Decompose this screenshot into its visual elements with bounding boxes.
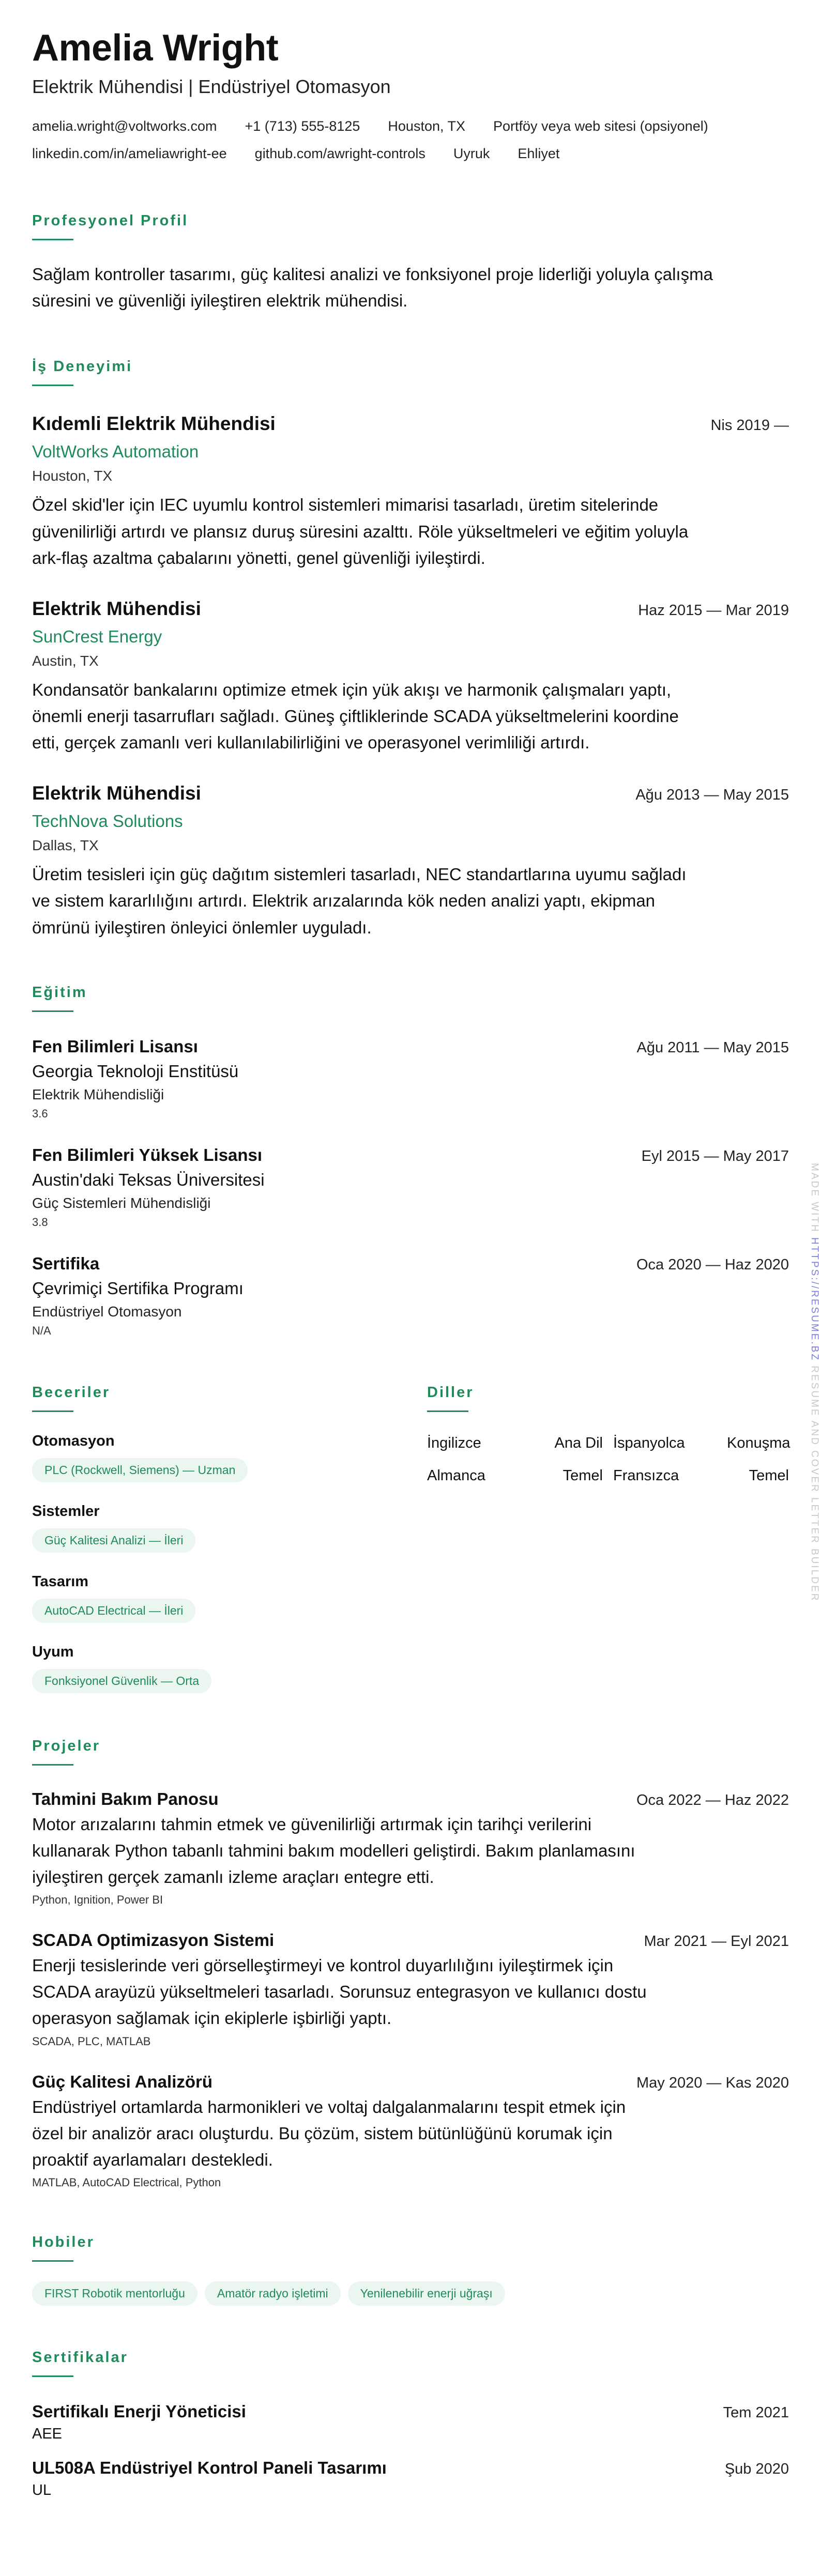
- job-entry: [32, 413, 789, 571]
- contact-nationality: Uyruk: [453, 146, 490, 162]
- certifications-section: [32, 2349, 789, 2499]
- project-title: Tahmini Bakım Panosu: [32, 1789, 219, 1808]
- contact-location: Houston, TX: [388, 118, 466, 134]
- section-title: Sertifikalar: [32, 2349, 128, 2366]
- education-date: Oca 2020 — Haz 2020: [636, 1256, 789, 1273]
- contact-linkedin[interactable]: linkedin.com/in/ameliawright-ee: [32, 146, 227, 162]
- education-field: Endüstriyel Otomasyon: [32, 1303, 182, 1320]
- hobbies-section: [32, 2234, 789, 2306]
- skill-chip: AutoCAD Electrical — İleri: [32, 1599, 195, 1623]
- education-school: Austin'daki Teksas Üniversitesi: [32, 1170, 265, 1189]
- section-divider: [32, 2260, 73, 2262]
- certification-name: UL508A Endüstriyel Kontrol Paneli Tasarımı: [32, 2458, 387, 2477]
- education-degree: Fen Bilimleri Yüksek Lisansı: [32, 1145, 263, 1164]
- certification-issuer: UL: [32, 2482, 52, 2498]
- language-level: Temel: [749, 1467, 789, 1484]
- education-school: Georgia Teknoloji Enstitüsü: [32, 1061, 239, 1081]
- contact-license: Ehliyet: [518, 146, 560, 162]
- job-description: Kondansatör bankalarını optimize etmek için yük akışı ve harmonik çalışmaları yaptı, önemli enerji tasarrufları sağladı. Güneş çiftliklerinde SCADA yükseltmelerini koordine etti, gerçek zamanlı veri kullanılabilirliğini ve operasyonel verimliliği artırdı.: [32, 680, 679, 753]
- watermark-link[interactable]: HTTPS://RESUME.BZ: [809, 1237, 820, 1361]
- skill-category: Otomasyon: [32, 1432, 115, 1449]
- language-name: İngilizce: [427, 1434, 481, 1451]
- language-level: Konuşma: [727, 1434, 790, 1451]
- education-degree: Sertifika: [32, 1253, 100, 1273]
- project-entry: [32, 1789, 789, 1907]
- project-entry: [32, 1930, 789, 2048]
- education-field: Güç Sistemleri Mühendisliği: [32, 1194, 211, 1211]
- job-title: Elektrik Mühendisi: [32, 783, 201, 804]
- section-title: Eğitim: [32, 984, 87, 1001]
- education-degree: Fen Bilimleri Lisansı: [32, 1036, 198, 1056]
- education-field: Elektrik Mühendisliği: [32, 1086, 164, 1102]
- project-title: Güç Kalitesi Analizörü: [32, 2072, 213, 2091]
- project-date: Mar 2021 — Eyl 2021: [644, 1933, 789, 1950]
- contact-github[interactable]: github.com/awright-controls: [254, 146, 425, 162]
- education-date: Eyl 2015 — May 2017: [641, 1147, 789, 1164]
- project-date: Oca 2022 — Haz 2022: [636, 1791, 789, 1808]
- job-company: TechNova Solutions: [32, 811, 183, 831]
- skill-chip: PLC (Rockwell, Siemens) — Uzman: [32, 1458, 248, 1482]
- certification-date: Tem 2021: [723, 2404, 789, 2421]
- job-company: VoltWorks Automation: [32, 442, 199, 462]
- watermark-suffix: RESUME AND COVER LETTER BUILDER: [809, 1366, 820, 1602]
- job-date: Haz 2015 — Mar 2019: [638, 602, 789, 619]
- job-location: Dallas, TX: [32, 837, 99, 854]
- skill-group: [32, 1433, 427, 1482]
- job-title: Elektrik Mühendisi: [32, 597, 201, 619]
- section-title: Projeler: [32, 1737, 100, 1754]
- builder-watermark: [809, 1163, 820, 1602]
- job-company: SunCrest Energy: [32, 626, 162, 646]
- skill-group: [32, 1503, 427, 1553]
- section-divider: [427, 1410, 468, 1412]
- summary-section: [32, 212, 789, 314]
- project-title: SCADA Optimizasyon Sistemi: [32, 1930, 275, 1950]
- section-title: Diller: [427, 1384, 474, 1401]
- watermark-prefix: MADE WITH: [809, 1163, 820, 1233]
- project-tools: MATLAB, AutoCAD Electrical, Python: [32, 2176, 221, 2189]
- skill-chip: Fonksiyonel Güvenlik — Orta: [32, 1669, 211, 1693]
- section-divider: [32, 1764, 73, 1766]
- hobby-list: [32, 2281, 789, 2306]
- job-entry: [32, 598, 789, 756]
- certification-entry: [32, 2458, 789, 2499]
- section-title: İş Deneyimi: [32, 358, 133, 375]
- project-description: Motor arızalarını tahmin etmek ve güvenilirliği artırmak için tarihçi verilerini kullanarak Python tabanlı tahmini bakım modelleri geliştirdi. Bakım planlamasını iyileştiren gerçek zamanlı izleme araçları entegre etti.: [32, 1814, 635, 1887]
- education-school: Çevrimiçi Sertifika Programı: [32, 1278, 244, 1298]
- experience-section: [32, 358, 789, 940]
- section-divider: [32, 385, 73, 386]
- education-score: N/A: [32, 1324, 51, 1337]
- skill-category: Uyum: [32, 1643, 74, 1660]
- skill-category: Sistemler: [32, 1502, 100, 1520]
- section-divider: [32, 239, 73, 240]
- job-description: Özel skid'ler için IEC uyumlu kontrol sistemleri mimarisi tasarladı, üretim sitelerinde güvenilirliği artırdı ve plansız duruş süresini azalttı. Röle yükseltmeleri ve eğitim yoluyla ark-flaş azaltma çabalarını yönetti, genel güvenliği iyileştirdi.: [32, 495, 689, 568]
- section-title: Hobiler: [32, 2234, 95, 2250]
- language-list: [427, 1435, 789, 1484]
- education-score: 3.6: [32, 1107, 48, 1120]
- job-description: Üretim tesisleri için güç dağıtım sistemleri tasarladı, NEC standartlarına uyumu sağladı ve sistem kararlılığını artırdı. Elektrik arızalarında kök neden analizi yaptı, ekipman ömrünü iyileştiren önleyici önlemler uyguladı.: [32, 865, 687, 937]
- education-score: 3.8: [32, 1215, 48, 1229]
- skill-chip: Güç Kalitesi Analizi — İleri: [32, 1528, 195, 1553]
- education-entry: [32, 1254, 789, 1338]
- skills-languages-row: [32, 1384, 789, 1693]
- job-date: Ağu 2013 — May 2015: [635, 787, 789, 804]
- project-tools: Python, Ignition, Power BI: [32, 1893, 163, 1907]
- job-entry: [32, 783, 789, 940]
- contact-email[interactable]: amelia.wright@voltworks.com: [32, 118, 217, 134]
- certification-date: Şub 2020: [724, 2461, 789, 2477]
- skill-category: Tasarım: [32, 1573, 89, 1590]
- project-description: Endüstriyel ortamlarda harmonikleri ve voltaj dalgalanmalarını tespit etmek için özel bir analizör aracı oluşturdu. Bu çözüm, sistem bütünlüğünü korumak için proaktif ayarlamaları destekledi.: [32, 2097, 626, 2169]
- project-date: May 2020 — Kas 2020: [636, 2074, 789, 2091]
- contact-list: [32, 118, 766, 162]
- project-entry: [32, 2072, 789, 2189]
- hobby-chip: Amatör radyo işletimi: [205, 2281, 341, 2306]
- section-title: Profesyonel Profil: [32, 212, 189, 229]
- skill-group: [32, 1644, 427, 1693]
- language-level: Ana Dil: [554, 1434, 603, 1451]
- candidate-name: Amelia Wright: [32, 27, 279, 69]
- job-location: Austin, TX: [32, 652, 99, 669]
- language-name: Fransızca: [613, 1467, 679, 1484]
- candidate-headline: Elektrik Mühendisi | Endüstriyel Otomasyon: [32, 76, 391, 98]
- education-entry: [32, 1145, 789, 1229]
- contact-phone[interactable]: +1 (713) 555-8125: [245, 118, 360, 134]
- section-divider: [32, 1010, 73, 1012]
- certification-name: Sertifikalı Enerji Yöneticisi: [32, 2402, 246, 2421]
- section-divider: [32, 1410, 73, 1412]
- language-name: Almanca: [427, 1467, 485, 1484]
- certification-issuer: AEE: [32, 2426, 63, 2442]
- education-entry: [32, 1037, 789, 1121]
- summary-text: Sağlam kontroller tasarımı, güç kalitesi analizi ve fonksiyonel proje liderliği yoluyla çalışma süresini ve güvenliği iyileştiren elektrik mühendisi.: [32, 265, 713, 311]
- hobby-chip: Yenilenebilir enerji uğraşı: [348, 2281, 505, 2306]
- section-divider: [32, 2375, 73, 2377]
- skills-section: [32, 1384, 427, 1693]
- language-name: İspanyolca: [613, 1434, 685, 1451]
- education-section: [32, 984, 789, 1338]
- language-level: Temel: [562, 1467, 603, 1484]
- hobby-chip: FIRST Robotik mentorluğu: [32, 2281, 197, 2306]
- languages-section: [427, 1384, 789, 1693]
- job-title: Kıdemli Elektrik Mühendisi: [32, 413, 276, 435]
- section-title: Beceriler: [32, 1384, 111, 1401]
- project-tools: SCADA, PLC, MATLAB: [32, 2034, 151, 2048]
- contact-website[interactable]: Portföy veya web sitesi (opsiyonel): [493, 118, 708, 134]
- project-description: Enerji tesislerinde veri görselleştirmeyi ve kontrol duyarlılığını iyileştirmek için SCADA arayüzü yükseltmeleri tasarladı. Sorunsuz entegrasyon ve kullanıcı dostu operasyon sağlamak için ekiplerle işbirliği yaptı.: [32, 1956, 647, 2028]
- projects-section: [32, 1738, 789, 2189]
- skill-group: [32, 1573, 427, 1623]
- certification-entry: [32, 2402, 789, 2443]
- job-location: Houston, TX: [32, 468, 113, 484]
- job-date: Nis 2019 —: [710, 417, 789, 434]
- education-date: Ağu 2011 — May 2015: [636, 1039, 789, 1056]
